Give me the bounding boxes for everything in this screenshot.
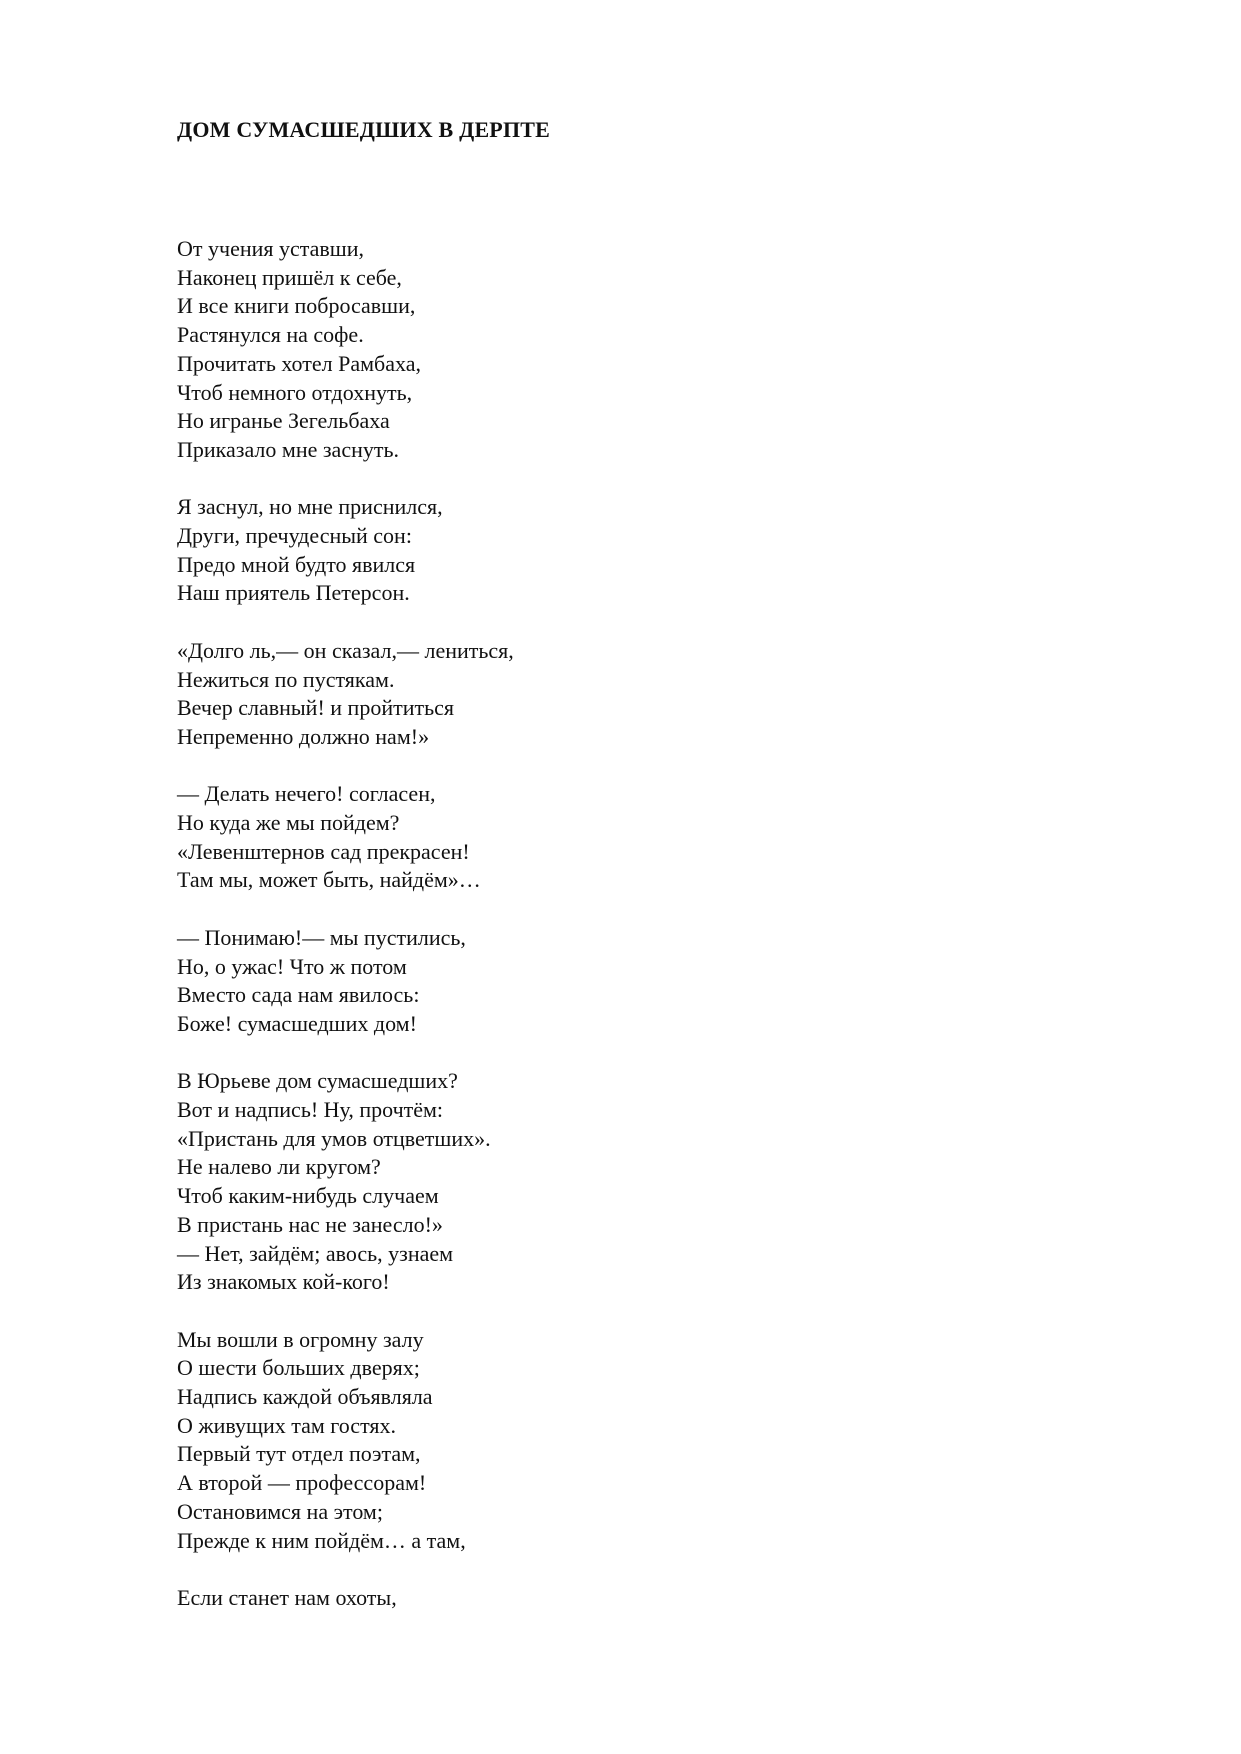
poem-line: Чтоб немного отдохнуть, bbox=[177, 379, 413, 405]
poem-line: Из знакомых кой-кого! bbox=[177, 1269, 390, 1295]
poem-line: Не налево ли кругом? bbox=[177, 1154, 381, 1180]
poem-line: Растянулся на софе. bbox=[177, 322, 364, 348]
poem-line: Боже! сумасшедших дом! bbox=[177, 1010, 417, 1036]
poem-body bbox=[177, 235, 977, 1641]
poem-line: О живущих там гостях. bbox=[177, 1412, 397, 1438]
poem-line: О шести больших дверях; bbox=[177, 1355, 420, 1381]
stanza bbox=[177, 1584, 977, 1613]
stanza bbox=[177, 1326, 977, 1556]
poem-line: Если станет нам охоты, bbox=[177, 1584, 397, 1610]
poem-line: В пристань нас не занесло!» bbox=[177, 1211, 443, 1237]
poem-line: Но куда же мы пойдем? bbox=[177, 810, 400, 836]
stanza bbox=[177, 780, 977, 895]
poem-line: Приказало мне заснуть. bbox=[177, 436, 400, 462]
poem-line: Там мы, может быть, найдём»… bbox=[177, 867, 481, 893]
stanza bbox=[177, 1067, 977, 1297]
poem-line: Вот и надпись! Ну, прочтём: bbox=[177, 1097, 444, 1123]
poem-line: В Юрьеве дом сумасшедших? bbox=[177, 1068, 458, 1094]
poem-line: И все книги побросавши, bbox=[177, 293, 416, 319]
poem-line: Остановимся на этом; bbox=[177, 1498, 383, 1524]
poem-line: Вместо сада нам явилось: bbox=[177, 982, 420, 1008]
poem-line: Прежде к ним пойдём… а там, bbox=[177, 1527, 466, 1553]
poem-line: От учения уставши, bbox=[177, 236, 365, 261]
poem-line: — Понимаю!— мы пустились, bbox=[177, 924, 466, 950]
stanza bbox=[177, 493, 977, 608]
poem-line: А второй — профессорам! bbox=[177, 1470, 427, 1496]
poem-line: Я заснул, но мне приснился, bbox=[177, 494, 443, 520]
poem-line: Надпись каждой объявляла bbox=[177, 1384, 433, 1410]
poem-line: — Делать нечего! согласен, bbox=[177, 781, 436, 807]
stanza bbox=[177, 637, 977, 752]
poem-line: Мы вошли в огромну залу bbox=[177, 1326, 424, 1352]
poem-line: Прочитать хотел Рамбаха, bbox=[177, 350, 421, 376]
poem-line: «Левенштернов сад прекрасен! bbox=[177, 838, 470, 864]
stanza bbox=[177, 924, 977, 1039]
poem-line: Предо мной будто явился bbox=[177, 551, 416, 577]
poem-line: Наконец пришёл к себе, bbox=[177, 264, 402, 290]
poem-title: ДОМ СУМАСШЕДШИХ В ДЕРПТЕ bbox=[177, 117, 551, 142]
poem-line: Нежиться по пустякам. bbox=[177, 666, 395, 692]
poem-line: Непременно должно нам!» bbox=[177, 723, 430, 749]
poem-line: Первый тут отдел поэтам, bbox=[177, 1441, 421, 1467]
poem-line: — Нет, зайдём; авось, узнаем bbox=[177, 1240, 454, 1266]
poem-line: Но, о ужас! Что ж потом bbox=[177, 953, 407, 979]
stanza bbox=[177, 235, 977, 465]
poem-line: Но игранье Зегельбаха bbox=[177, 408, 390, 434]
poem-line: Чтоб каким-нибудь случаем bbox=[177, 1183, 439, 1209]
poem-line: «Пристань для умов отцветших». bbox=[177, 1125, 491, 1151]
poem-line: Вечер славный! и пройтиться bbox=[177, 695, 455, 721]
poem-line: Други, пречудесный сон: bbox=[177, 523, 412, 549]
poem-line: «Долго ль,— он сказал,— лениться, bbox=[177, 637, 514, 663]
poem-line: Наш приятель Петерсон. bbox=[177, 580, 410, 606]
